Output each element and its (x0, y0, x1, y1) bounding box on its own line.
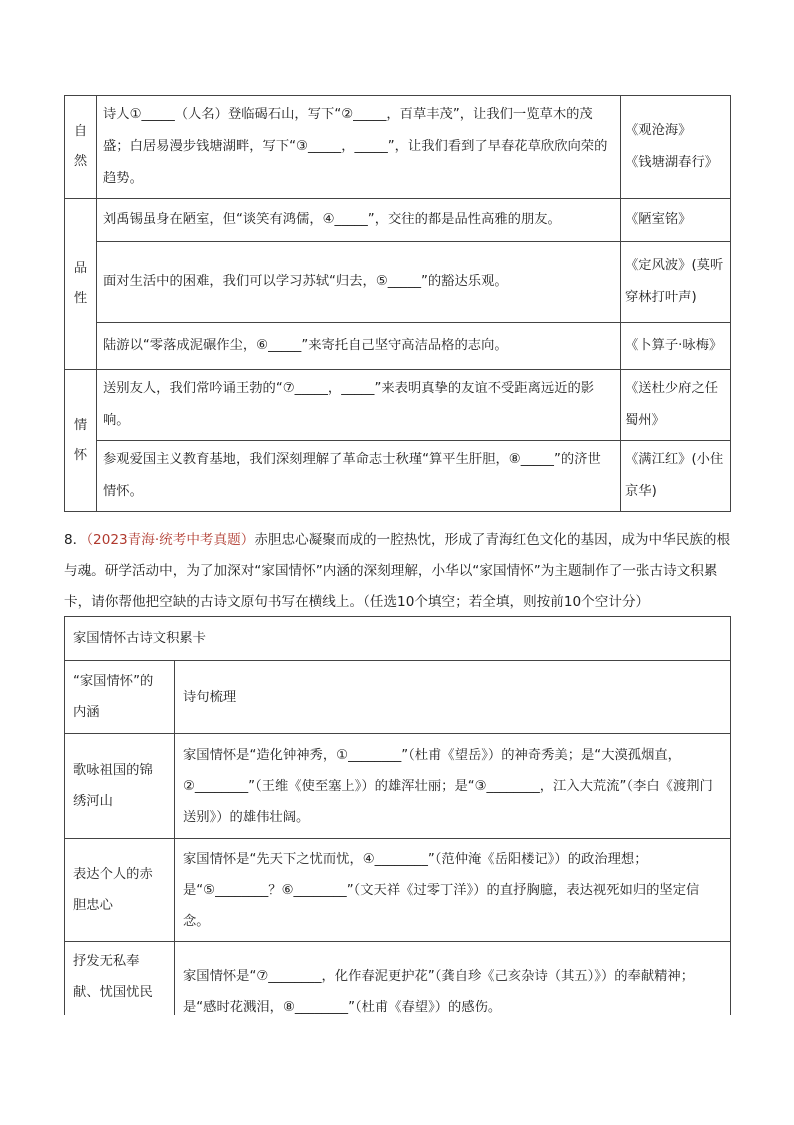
table-row (65, 617, 731, 661)
content-cell: 送别友人，我们常吟诵王勃的“⑦_____，_____”来表明真挚的友谊不受距离远近的影响。 (97, 370, 621, 441)
accumulation-card-table (64, 616, 731, 1043)
table-row (65, 199, 731, 242)
poetry-category-table (64, 95, 731, 512)
category-cell: 情 怀 (65, 370, 97, 512)
source-cell: 《陋室铭》 (621, 199, 731, 242)
category-cell: 自 然 (65, 96, 97, 199)
question-source-tag: （2023青海·统考中考真题） (86, 532, 255, 548)
table-row (65, 661, 731, 734)
table-row (65, 839, 731, 942)
source-cell: 《送杜少府之任蜀州》 (621, 370, 731, 441)
header-right: 诗句梳理 (175, 661, 731, 734)
header-left: “家国情怀”的内涵 (65, 661, 175, 734)
content-cell: 刘禹锡虽身在陋室，但“谈笑有鸿儒，④_____”，交往的都是品性高雅的朋友。 (97, 199, 621, 242)
row-text: 家国情怀是“⑦________，化作春泥更护花”（龚自珍《己亥杂诗（其五）》）的奉献精神；是“感时花溅泪，⑧________”（杜甫《春望》）的感伤。 (175, 942, 731, 1043)
table-row (65, 734, 731, 839)
row-label: 歌咏祖国的锦绣河山 (65, 734, 175, 839)
card-title: 家国情怀古诗文积累卡 (65, 617, 731, 661)
content-cell: 诗人①_____（人名）登临碣石山，写下“②_____，百草丰茂”，让我们一览草木的茂盛；白居易漫步钱塘湖畔，写下“③_____，_____”，让我们看到了早春花草欣欣向荣的趋势。 (97, 96, 621, 199)
category-cell: 品 性 (65, 199, 97, 370)
table-row (65, 370, 731, 441)
table-row (65, 441, 731, 512)
content-cell: 参观爱国主义教育基地，我们深刻理解了革命志士秋瑾“算平生肝胆，⑧_____”的济世情怀。 (97, 441, 621, 512)
page-crop-mask (60, 1015, 740, 1125)
content-cell: 陆游以“零落成泥碾作尘，⑥_____”来寄托自己坚守高洁品格的志向。 (97, 323, 621, 370)
source-cell: 《满江红》(小住京华) (621, 441, 731, 512)
table-row (65, 242, 731, 323)
source-cell: 《卜算子·咏梅》 (621, 323, 731, 370)
source-cell: 《观沧海》 《钱塘湖春行》 (621, 96, 731, 199)
question-8 (64, 525, 732, 618)
source-cell: 《定风波》(莫听穿林打叶声) (621, 242, 731, 323)
row-label: 表达个人的赤胆忠心 (65, 839, 175, 942)
row-text: 家国情怀是“先天下之忧而忧，④________”（范仲淹《岳阳楼记》）的政治理想；是“⑤________？⑥________”（文天祥《过零丁洋》）的直抒胸臆，表达视死如归的坚定信念。 (175, 839, 731, 942)
content-cell: 面对生活中的困难，我们可以学习苏轼“归去，⑤_____”的豁达乐观。 (97, 242, 621, 323)
table-row (65, 323, 731, 370)
row-label: 抒发无私奉献、忧国忧民 (65, 942, 175, 1043)
question-text: 赤胆忠心凝聚而成的一腔热忱，形成了青海红色文化的基因，成为中华民族的根与魂。研学活动中，为了加深对“家国情怀”内涵的深刻理解，小华以“家国情怀”为主题制作了一张古诗文积累卡，请你帮他把空缺的古诗文原句书写在横线上。（任选10个填空；若全填，则按前10个空计分） (64, 532, 731, 610)
table-row (65, 96, 731, 199)
question-number: 8． (64, 532, 87, 548)
row-text: 家国情怀是“造化钟神秀，①________”（杜甫《望岳》）的神奇秀美；是“大漠孤烟直，②________”（王维《使至塞上》）的雄浑壮丽；是“③________，江入大荒流”（李白《渡荆门送别》）的雄伟壮阔。 (175, 734, 731, 839)
